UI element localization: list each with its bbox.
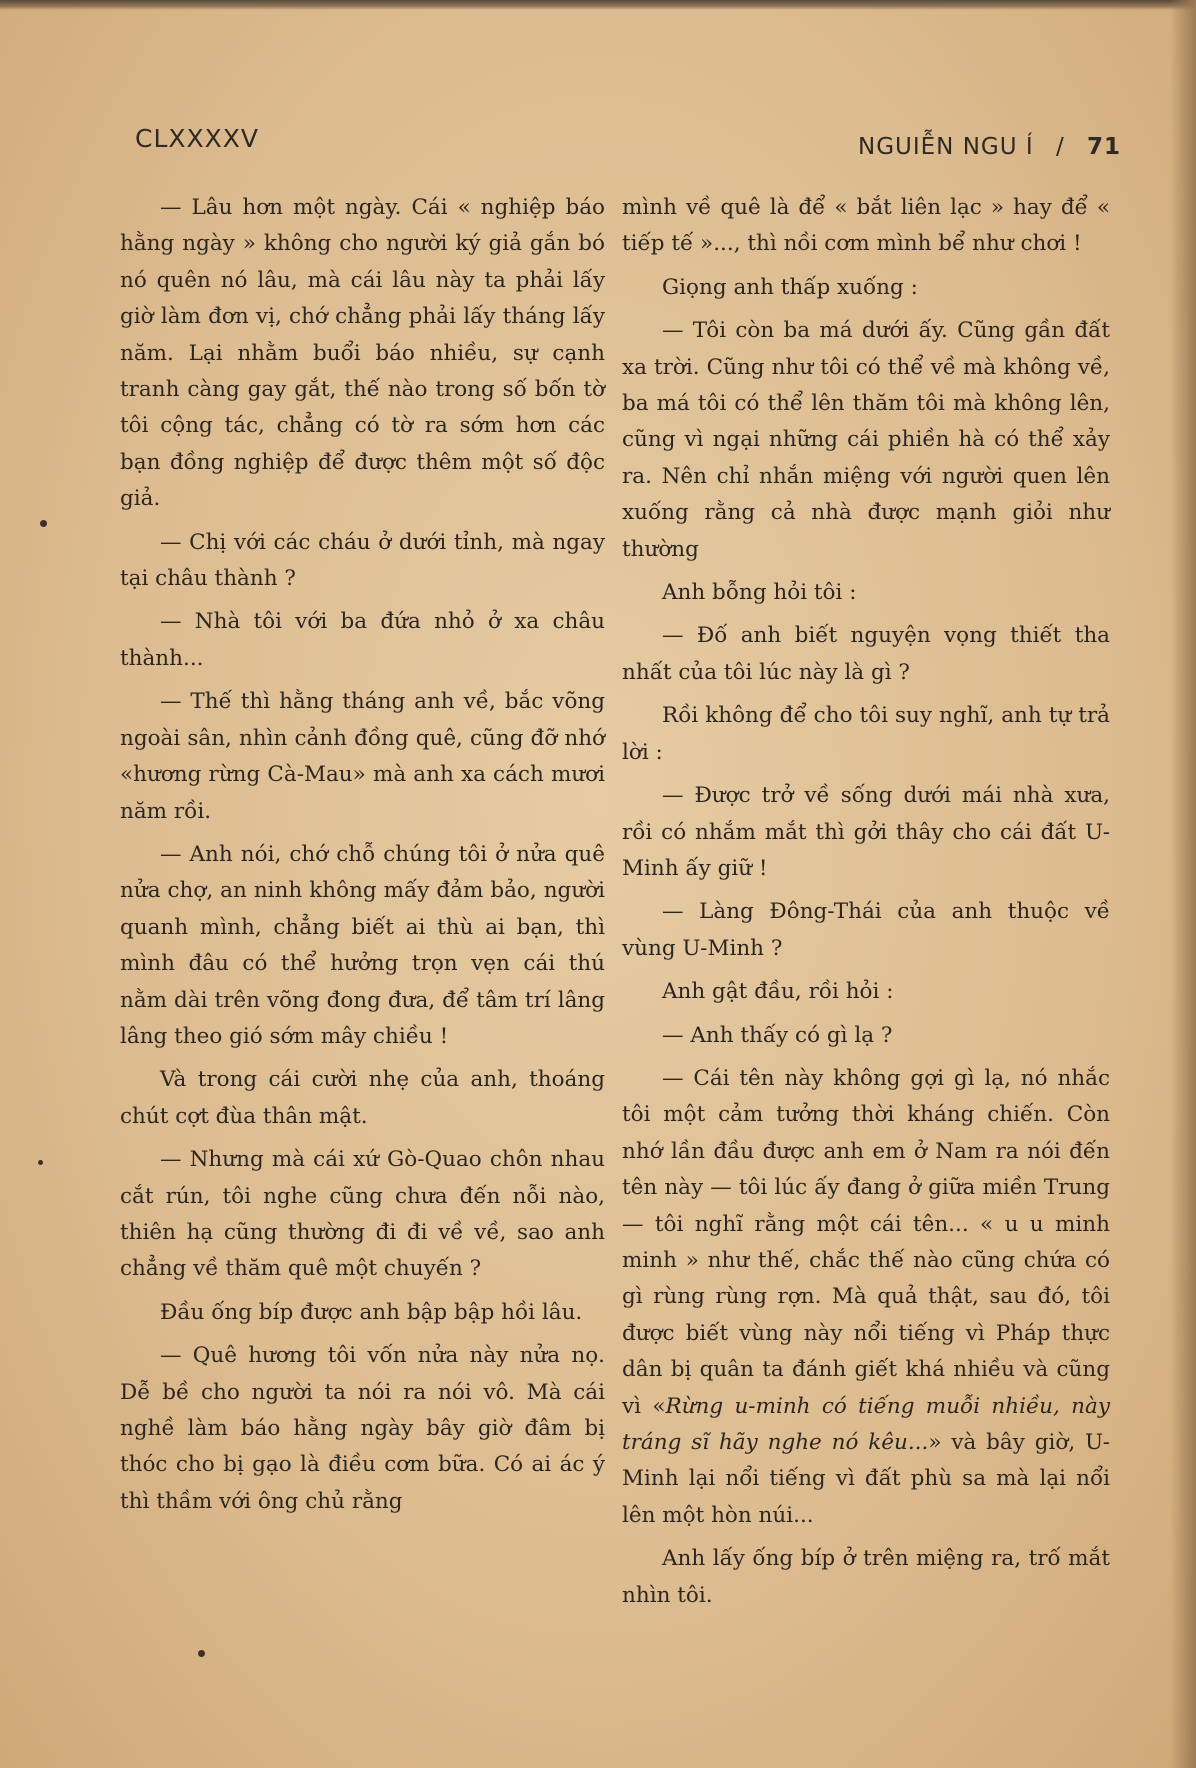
- paragraph: — Tôi còn ba má dưới ấy. Cũng gần đất xa trời. Cũng như tôi có thể về mà không về, ba má tôi có thể lên thăm tôi mà không lên, cũng vì ngại những cái phiền hà có thể xảy ra. Nên chỉ nhắn miệng với người quen lên xuống rằng cả nhà được mạnh giỏi như thường: [622, 318, 1110, 562]
- paragraph-text: » và bây giờ, U-Minh lại nổi tiếng vì đất phù sa mà lại nổi lên một hòn núi...: [622, 1430, 1111, 1528]
- ink-speck: [198, 1650, 205, 1657]
- paragraph: Anh bỗng hỏi tôi :: [662, 580, 857, 606]
- right-column: [622, 190, 1110, 1621]
- ink-speck: [40, 520, 47, 527]
- paragraph: Đầu ống bíp được anh bập bập hồi lâu.: [160, 1299, 583, 1325]
- quoted-verse: Rừng u-minh có tiếng muỗi nhiều, này tráng sĩ hãy nghe nó kêu...: [622, 1393, 1110, 1455]
- paragraph: Giọng anh thấp xuống :: [662, 274, 918, 300]
- running-header: [858, 134, 1121, 160]
- paragraph: — Nhà tôi với ba đứa nhỏ ở xa châu thành...: [120, 609, 605, 671]
- paragraph: [622, 1061, 1110, 1534]
- paragraph: — Lâu hơn một ngày. Cái « nghiệp báo hằng ngày » không cho người ký giả gắn bó nó quên nó lâu, mà cái lâu này ta phải lấy giờ làm đơn vị, chớ chẳng phải lấy tháng lấy năm. Lại nhằm buổi báo nhiều, sự cạnh tranh càng gay gắt, thế nào trong số bốn tờ tôi cộng tác, chẳng có tờ ra sớm hơn các bạn đồng nghiệp để được thêm một số độc giả.: [120, 195, 605, 512]
- paragraph: — Quê hương tôi vốn nửa này nửa nọ. Dễ bề cho người ta nói ra nói vô. Mà cái nghề làm báo hằng ngày bây giờ đâm bị thóc cho bị gạo là điều cơm bữa. Có ai ác ý thì thầm với ông chủ rằng: [120, 1343, 605, 1514]
- ink-speck: [38, 1160, 43, 1165]
- paragraph: — Anh thấy có gì lạ ?: [662, 1022, 893, 1048]
- paragraph: mình về quê là để « bắt liên lạc » hay để « tiếp tế »..., thì nồi cơm mình bể như chơi !: [622, 195, 1110, 257]
- paragraph: Rồi không để cho tôi suy nghĩ, anh tự trả lời :: [622, 703, 1110, 765]
- paragraph: — Được trở về sống dưới mái nhà xưa, rồi có nhắm mắt thì gởi thây cho cái đất U-Minh ấy giữ !: [622, 783, 1110, 881]
- paragraph: — Chị với các cháu ở dưới tỉnh, mà ngay tại châu thành ?: [120, 529, 605, 592]
- header-separator: /: [1055, 134, 1065, 160]
- paragraph: Và trong cái cười nhẹ của anh, thoáng chút cợt đùa thân mật.: [120, 1067, 605, 1129]
- paragraph: — Đố anh biết nguyện vọng thiết tha nhất của tôi lúc này là gì ?: [622, 623, 1110, 685]
- paragraph-text: — Cái tên này không gợi gì lạ, nó nhắc tôi một cảm tưởng thời kháng chiến. Còn nhớ lần đầu được anh em ở Nam ra nói đến tên này — tôi lúc ấy đang ở giữa miền Trung — tôi nghĩ rằng một cái tên... « u u minh minh » như thế, chắc thế nào cũng chứa có gì rùng rùng rợn. Mà quả thật, sau đó, tôi được biết vùng này nổi tiếng vì Pháp thực dân bị quân ta đánh giết khá nhiều và cũng vì «: [622, 1065, 1110, 1419]
- paragraph: — Thế thì hằng tháng anh về, bắc võng ngoài sân, nhìn cảnh đồng quê, cũng đỡ nhớ «hương rừng Cà-Mau» mà anh xa cách mươi năm rồi.: [120, 689, 605, 824]
- paragraph: — Anh nói, chớ chỗ chúng tôi ở nửa quê nửa chợ, an ninh không mấy đảm bảo, người quanh mình, chẳng biết ai thù ai bạn, thì mình đâu có thể hưởng trọn vẹn cái thú nằm dài trên võng đong đưa, để tâm trí lâng lâng theo gió sớm mây chiều !: [120, 841, 605, 1049]
- paragraph: Anh lấy ống bíp ở trên miệng ra, trố mắt nhìn tôi.: [622, 1546, 1110, 1608]
- left-column: [120, 190, 605, 1527]
- author-name: NGUIỄN NGU Í: [858, 134, 1034, 160]
- paragraph: Anh gật đầu, rồi hỏi :: [662, 979, 894, 1005]
- page-number: 71: [1087, 134, 1122, 160]
- chapter-heading: CLXXXXV: [135, 124, 259, 153]
- paragraph: — Làng Đông-Thái của anh thuộc về vùng U-Minh ?: [622, 899, 1110, 961]
- paragraph: — Nhưng mà cái xứ Gò-Quao chôn nhau cắt rún, tôi nghe cũng chưa đến nỗi nào, thiên hạ cũng thường đi đi về về, sao anh chẳng về thăm quê một chuyến ?: [120, 1147, 605, 1282]
